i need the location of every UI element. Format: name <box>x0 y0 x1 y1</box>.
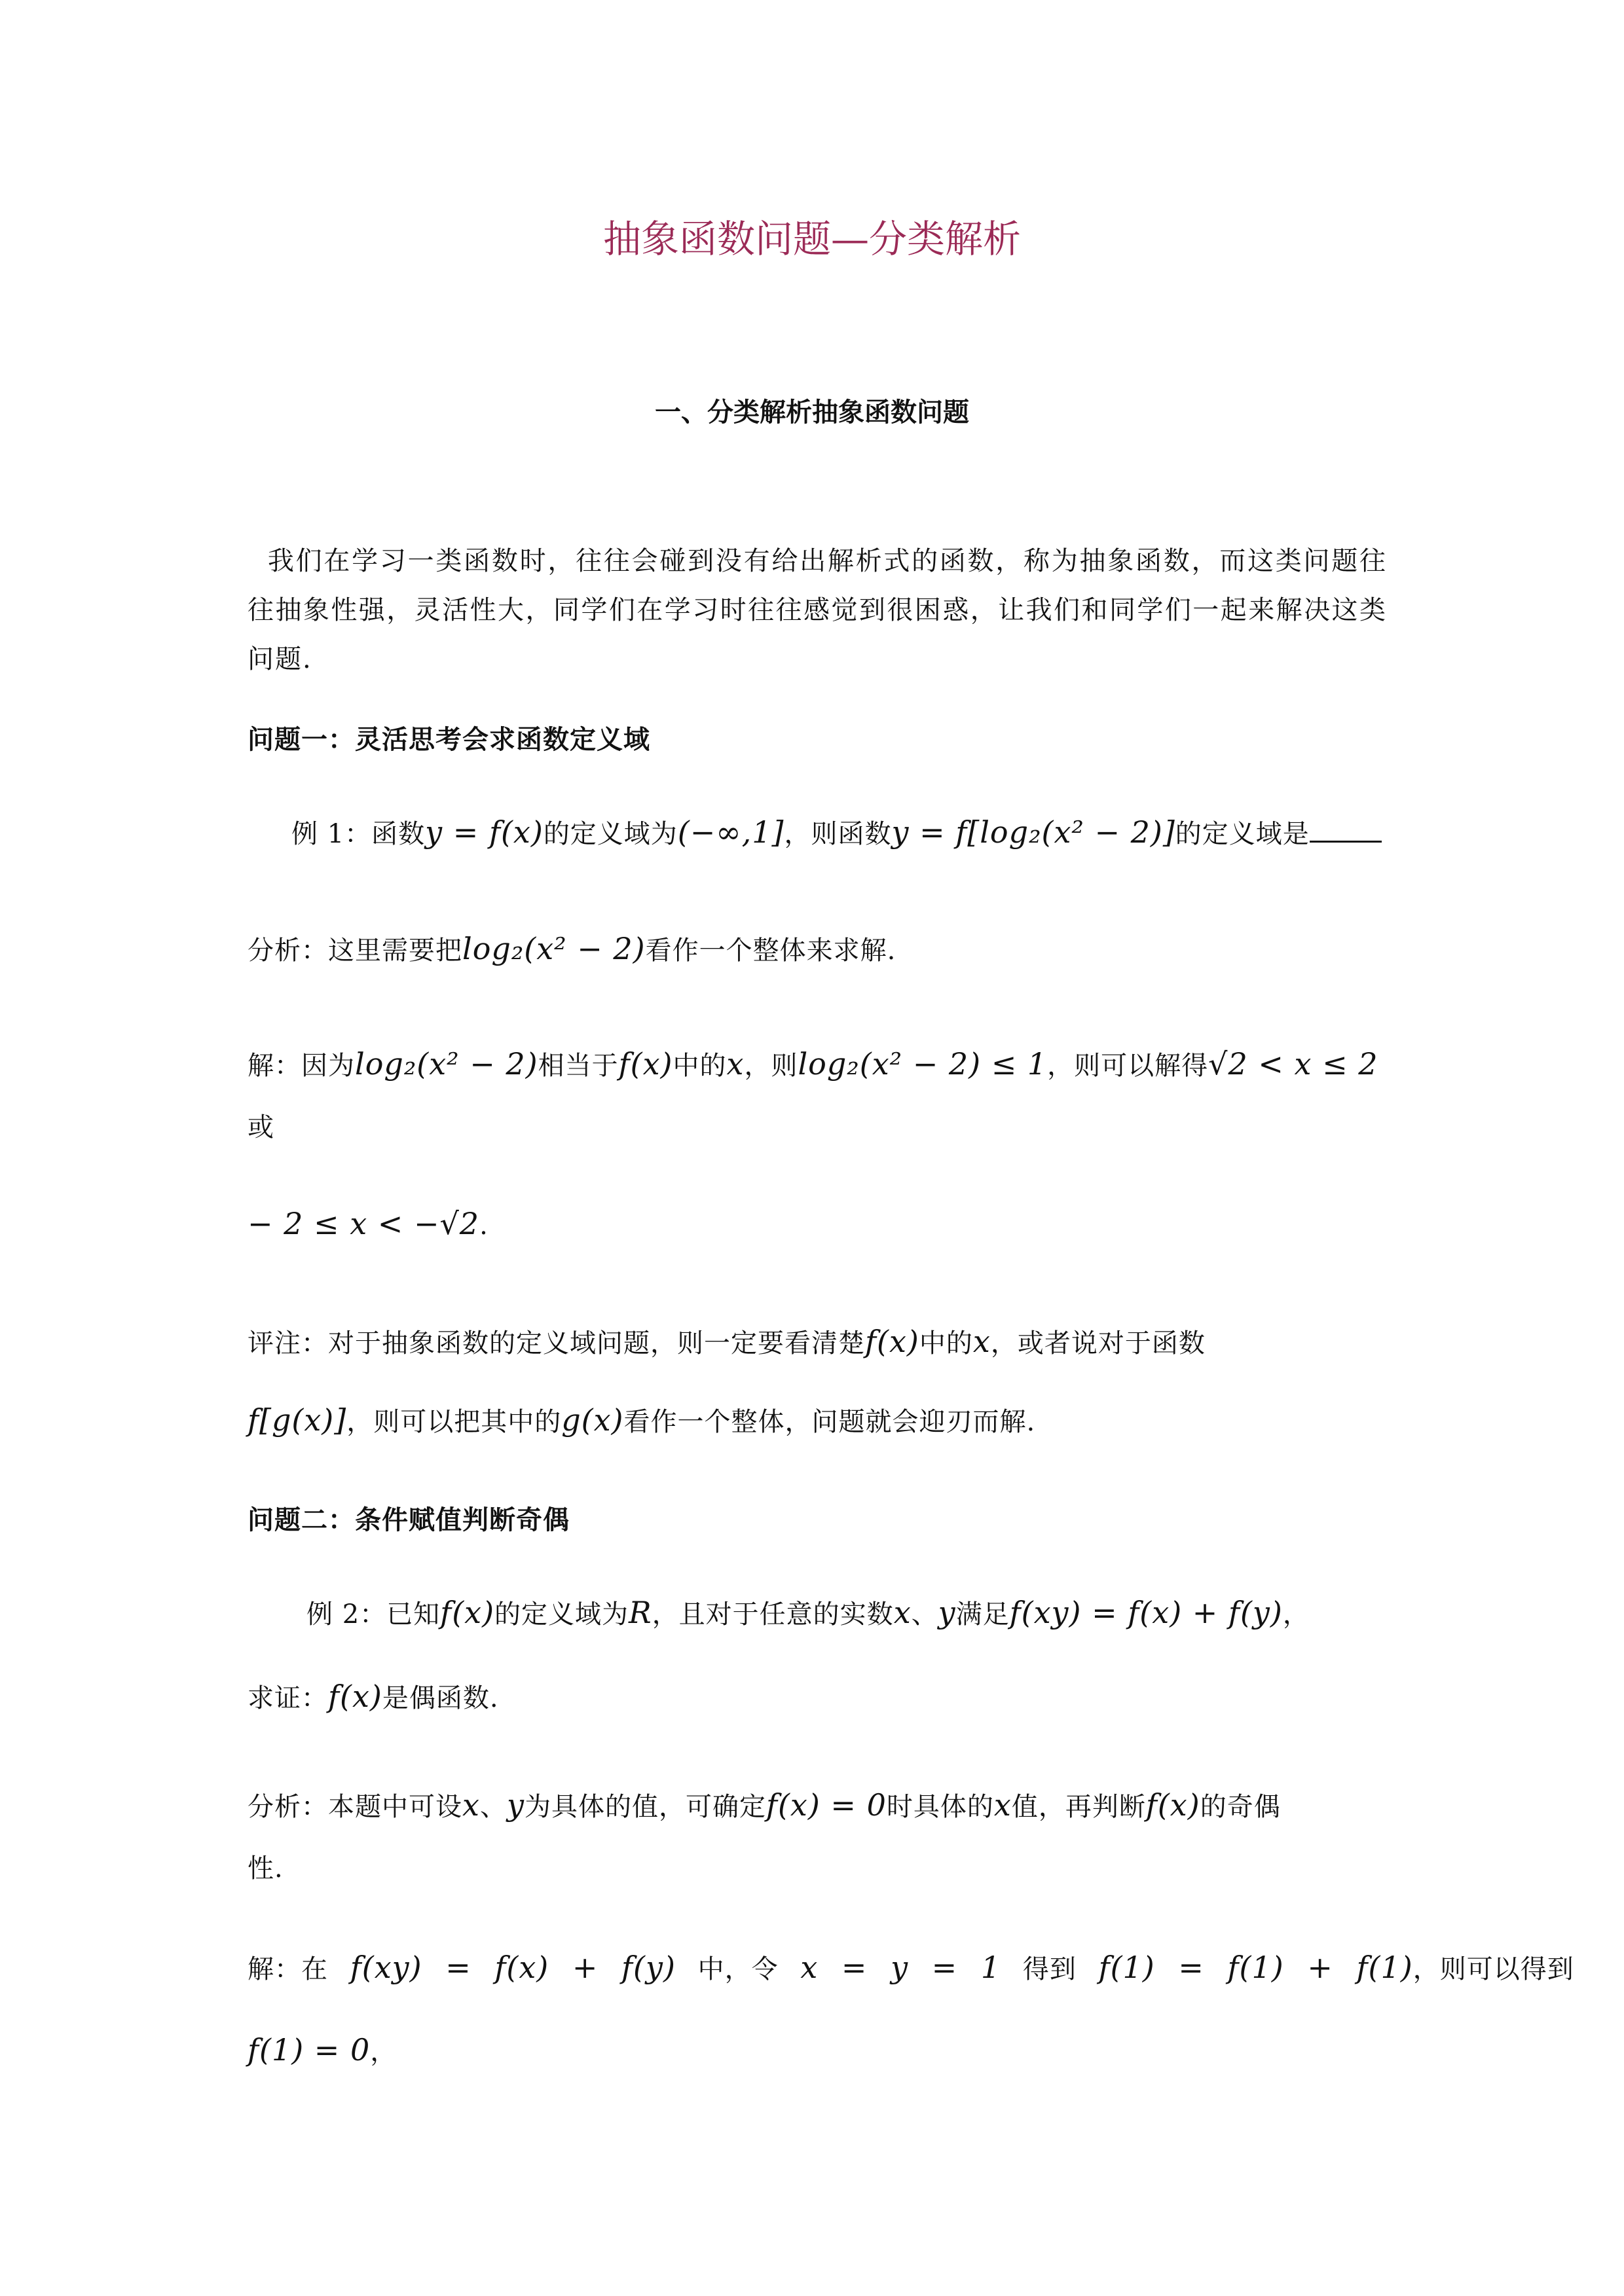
example2-math-functional-eq: f(xy) = f(x) + f(y) <box>1009 1595 1283 1630</box>
example2-line1: 例 2：已知f(x)的定义域为R，且对于任意的实数x、y满足f(xy) = f(x) + f(y)， <box>306 1595 1310 1630</box>
example2-math-fx: f(x) <box>440 1595 495 1630</box>
analysis2-math-fx: f(x) <box>1145 1787 1200 1823</box>
analysis2-math-y: y <box>506 1787 525 1823</box>
document-title: 抽象函数问题—分类解析 <box>602 217 1021 261</box>
problem1-heading: 问题一：灵活思考会求函数定义域 <box>248 724 650 755</box>
example1-math-composite: y = f[log₂(x² − 2)] <box>891 814 1175 850</box>
example2-math-x: x <box>893 1595 912 1630</box>
analysis2-line1: 分析：本题中可设x、y为具体的值，可确定f(x) = 0时具体的x值，再判断f(x)的奇偶 <box>248 1787 1281 1823</box>
solution2-math-functional-eq: f(xy) = f(x) + f(y) <box>350 1950 676 1985</box>
analysis1-line: 分析：这里需要把log₂(x² − 2)看作一个整体来求解. <box>248 931 896 966</box>
example2-line2: 求证：f(x)是偶函数. <box>248 1679 499 1714</box>
section-heading: 一、分类解析抽象函数问题 <box>655 397 969 428</box>
comment-line2: f[g(x)]，则可以把其中的g(x)看作一个整体，问题就会迎刃而解. <box>248 1402 1036 1438</box>
solution2-line1: 解：在 f(xy) = f(x) + f(y) 中，令 x = y = 1 得到 f(1) = f(1) + f(1)，则可以得到 <box>248 1950 1574 1985</box>
solution1-math-x: x <box>726 1046 745 1082</box>
solution1-math-log: log₂(x² − 2) <box>355 1046 538 1082</box>
solution1-range2-line: − 2 ≤ x < −√2. <box>248 1206 489 1241</box>
analysis2-math-x2: x <box>993 1787 1012 1823</box>
example2-math-R: R <box>629 1595 652 1630</box>
solution1-line: 解：因为log₂(x² − 2)相当于f(x)中的x，则log₂(x² − 2) ≤ 1，则可以解得√2 < x ≤ 2 <box>248 1046 1378 1082</box>
solution1-math-range1: √2 < x ≤ 2 <box>1208 1046 1378 1082</box>
example2-math-y: y <box>938 1595 956 1630</box>
comment-math-fgx: f[g(x)] <box>248 1402 347 1438</box>
comment-math-fx: f(x) <box>865 1324 919 1359</box>
solution2-math-f1-zero: f(1) = 0 <box>248 2032 371 2068</box>
analysis2-math-fx0: f(x) = 0 <box>766 1787 887 1823</box>
analysis1-math-log: log₂(x² − 2) <box>462 931 646 966</box>
analysis2-math-x: x <box>462 1787 480 1823</box>
comment-math-gx: g(x) <box>561 1402 624 1438</box>
solution2-math-xy1: x = y = 1 <box>800 1950 1001 1985</box>
problem2-heading: 问题二：条件赋值判断奇偶 <box>248 1504 570 1535</box>
example1-line: 例 1：函数y = f(x)的定义域为(−∞,1]，则函数y = f[log₂(x² − 2)]的定义域是 <box>291 813 1382 850</box>
solution1-math-range2: − 2 ≤ x < −√2 <box>248 1206 480 1241</box>
analysis2-line2: 性. <box>248 1853 284 1884</box>
comment-math-x: x <box>972 1324 991 1359</box>
solution1-or: 或 <box>248 1112 274 1142</box>
example1-math-y-fx: y = f(x) <box>425 814 544 850</box>
solution1-math-fx: f(x) <box>618 1046 673 1082</box>
solution2-math-f1: f(1) = f(1) + f(1) <box>1098 1950 1413 1985</box>
solution2-line2: f(1) = 0， <box>248 2032 397 2068</box>
answer-blank <box>1310 821 1382 843</box>
example1-math-domain: (−∞,1] <box>677 814 784 850</box>
comment-line1: 评注：对于抽象函数的定义域问题，则一定要看清楚f(x)中的x，或者说对于函数 <box>248 1324 1206 1359</box>
example2-math-fx2: f(x) <box>328 1679 382 1714</box>
solution1-math-inequality: log₂(x² − 2) ≤ 1 <box>798 1046 1048 1082</box>
intro-paragraph: 我们在学习一类函数时，往往会碰到没有给出解析式的函数，称为抽象函数，而这类问题往往抽象性强，灵活性大，同学们在学习时往往感觉到很困惑，让我们和同学们一起来解决这类问题. <box>248 546 1387 674</box>
